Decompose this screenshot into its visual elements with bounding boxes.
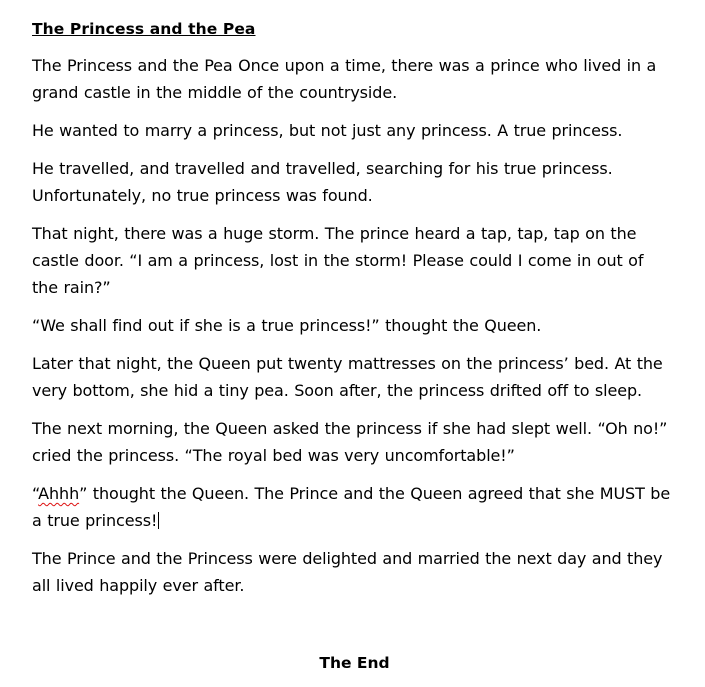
document-title[interactable]: The Princess and the Pea [32, 20, 256, 38]
document-body[interactable] [32, 18, 672, 610]
paragraph-6[interactable]: Later that night, the Queen put twenty mattresses on the princess’ bed. At the very bottom, she hid a tiny pea. Soon after, the princess drifted off to sleep. [32, 354, 663, 400]
paragraph-2[interactable]: He wanted to marry a princess, but not just any princess. A true princess. [32, 121, 623, 140]
paragraph-1[interactable]: The Princess and the Pea Once upon a time, there was a prince who lived in a grand castle in the middle of the countryside. [32, 56, 657, 102]
paragraph-8[interactable] [32, 480, 672, 534]
paragraph-9[interactable]: The Prince and the Princess were delighted and married the next day and they all lived happily ever after. [32, 549, 663, 595]
the-end-heading[interactable]: The End [319, 654, 390, 672]
text-cursor [158, 512, 159, 529]
paragraph-4[interactable]: That night, there was a huge storm. The prince heard a tap, tap, tap on the castle door. “I am a princess, lost in the storm! Please could I come in out of the rain?” [32, 224, 644, 297]
paragraph-3[interactable]: He travelled, and travelled and travelled, searching for his true princess. Unfortunately, no true princess was found. [32, 159, 613, 205]
paragraph-8-rest: ” thought the Queen. The Prince and the Queen agreed that she MUST be a true princess! [32, 484, 671, 530]
quote-open: “ [32, 484, 39, 503]
paragraph-5[interactable]: “We shall find out if she is a true princess!” thought the Queen. [32, 316, 542, 335]
paragraph-7[interactable]: The next morning, the Queen asked the princess if she had slept well. “Oh no!” cried the princess. “The royal bed was very uncomfortable!” [32, 419, 668, 465]
misspelled-word[interactable]: Ahhh [38, 484, 80, 503]
